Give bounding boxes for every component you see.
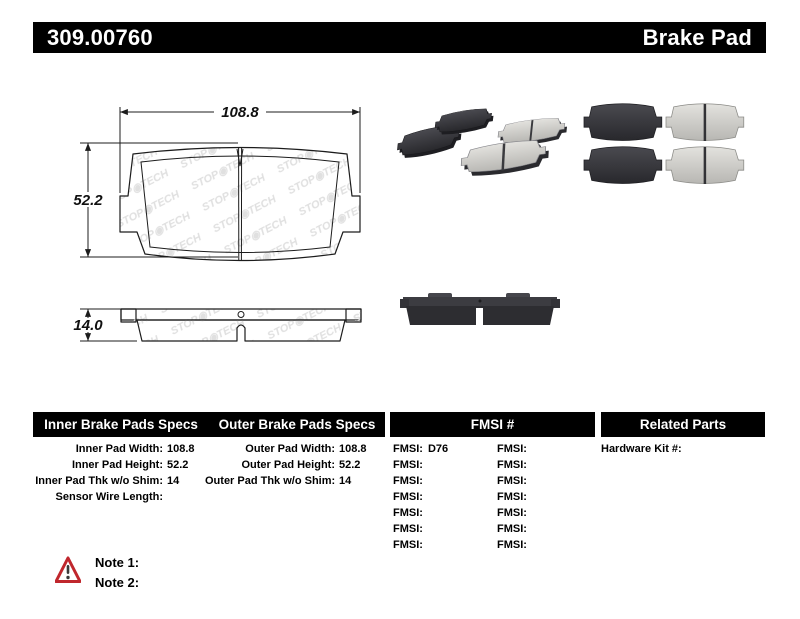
outer-spec-row: Outer Pad Height: 52.2 <box>241 459 361 471</box>
inner-spec-row: Inner Pad Thk w/o Shim: 14 <box>35 475 180 487</box>
inner-spec-row: Inner Pad Height: 52.2 <box>71 459 189 471</box>
inner-specs-header: Inner Brake Pads Specs <box>44 417 198 432</box>
product-photo-edge <box>400 293 560 325</box>
inner-spec-row: Sensor Wire Length: <box>55 491 163 503</box>
side-view-drawing <box>121 309 361 341</box>
inner-specs-column <box>33 441 203 505</box>
outer-specs-column <box>205 441 370 489</box>
fmsi-row: FMSI: FMSI: <box>393 507 527 519</box>
fmsi-column <box>393 441 593 553</box>
outer-spec-row: Outer Pad Width: 108.8 <box>245 443 367 455</box>
height-dim-label: 52.2 <box>73 192 103 209</box>
fmsi-row: FMSI: FMSI: <box>393 523 527 535</box>
related-part-row: Hardware Kit #: <box>601 443 682 455</box>
note-1: Note 1: <box>95 555 140 570</box>
product-name: Brake Pad <box>642 24 752 50</box>
fmsi-row: FMSI: FMSI: <box>393 539 527 551</box>
outer-spec-row: Outer Pad Thk w/o Shim: 14 <box>205 475 352 487</box>
fmsi-header-bar <box>390 412 595 437</box>
fmsi-row: FMSI: D76 FMSI: <box>393 443 527 455</box>
note-2: Note 2: <box>95 575 140 590</box>
product-photo-perspective <box>396 106 568 180</box>
fmsi-row: FMSI: FMSI: <box>393 475 527 487</box>
related-parts-column <box>601 441 766 457</box>
notes-section <box>55 553 139 593</box>
title-bar <box>33 22 766 53</box>
fmsi-header: FMSI # <box>470 417 515 432</box>
thickness-dim-label: 14.0 <box>73 317 103 334</box>
fmsi-row: FMSI: FMSI: <box>393 491 527 503</box>
related-parts-header: Related Parts <box>639 417 727 432</box>
warning-icon <box>55 556 81 584</box>
technical-drawing-and-photos <box>0 80 800 370</box>
front-view-drawing <box>120 148 360 261</box>
outer-specs-header: Outer Brake Pads Specs <box>218 417 376 432</box>
fmsi-row: FMSI: FMSI: <box>393 459 527 471</box>
related-parts-header-bar <box>601 412 765 437</box>
product-photo-flat <box>584 104 744 184</box>
inner-spec-row: Inner Pad Width: 108.8 <box>75 443 195 455</box>
part-number: 309.00760 <box>47 24 153 50</box>
width-dim-label: 108.8 <box>221 104 259 121</box>
inner-outer-specs-header-bar <box>33 412 385 437</box>
